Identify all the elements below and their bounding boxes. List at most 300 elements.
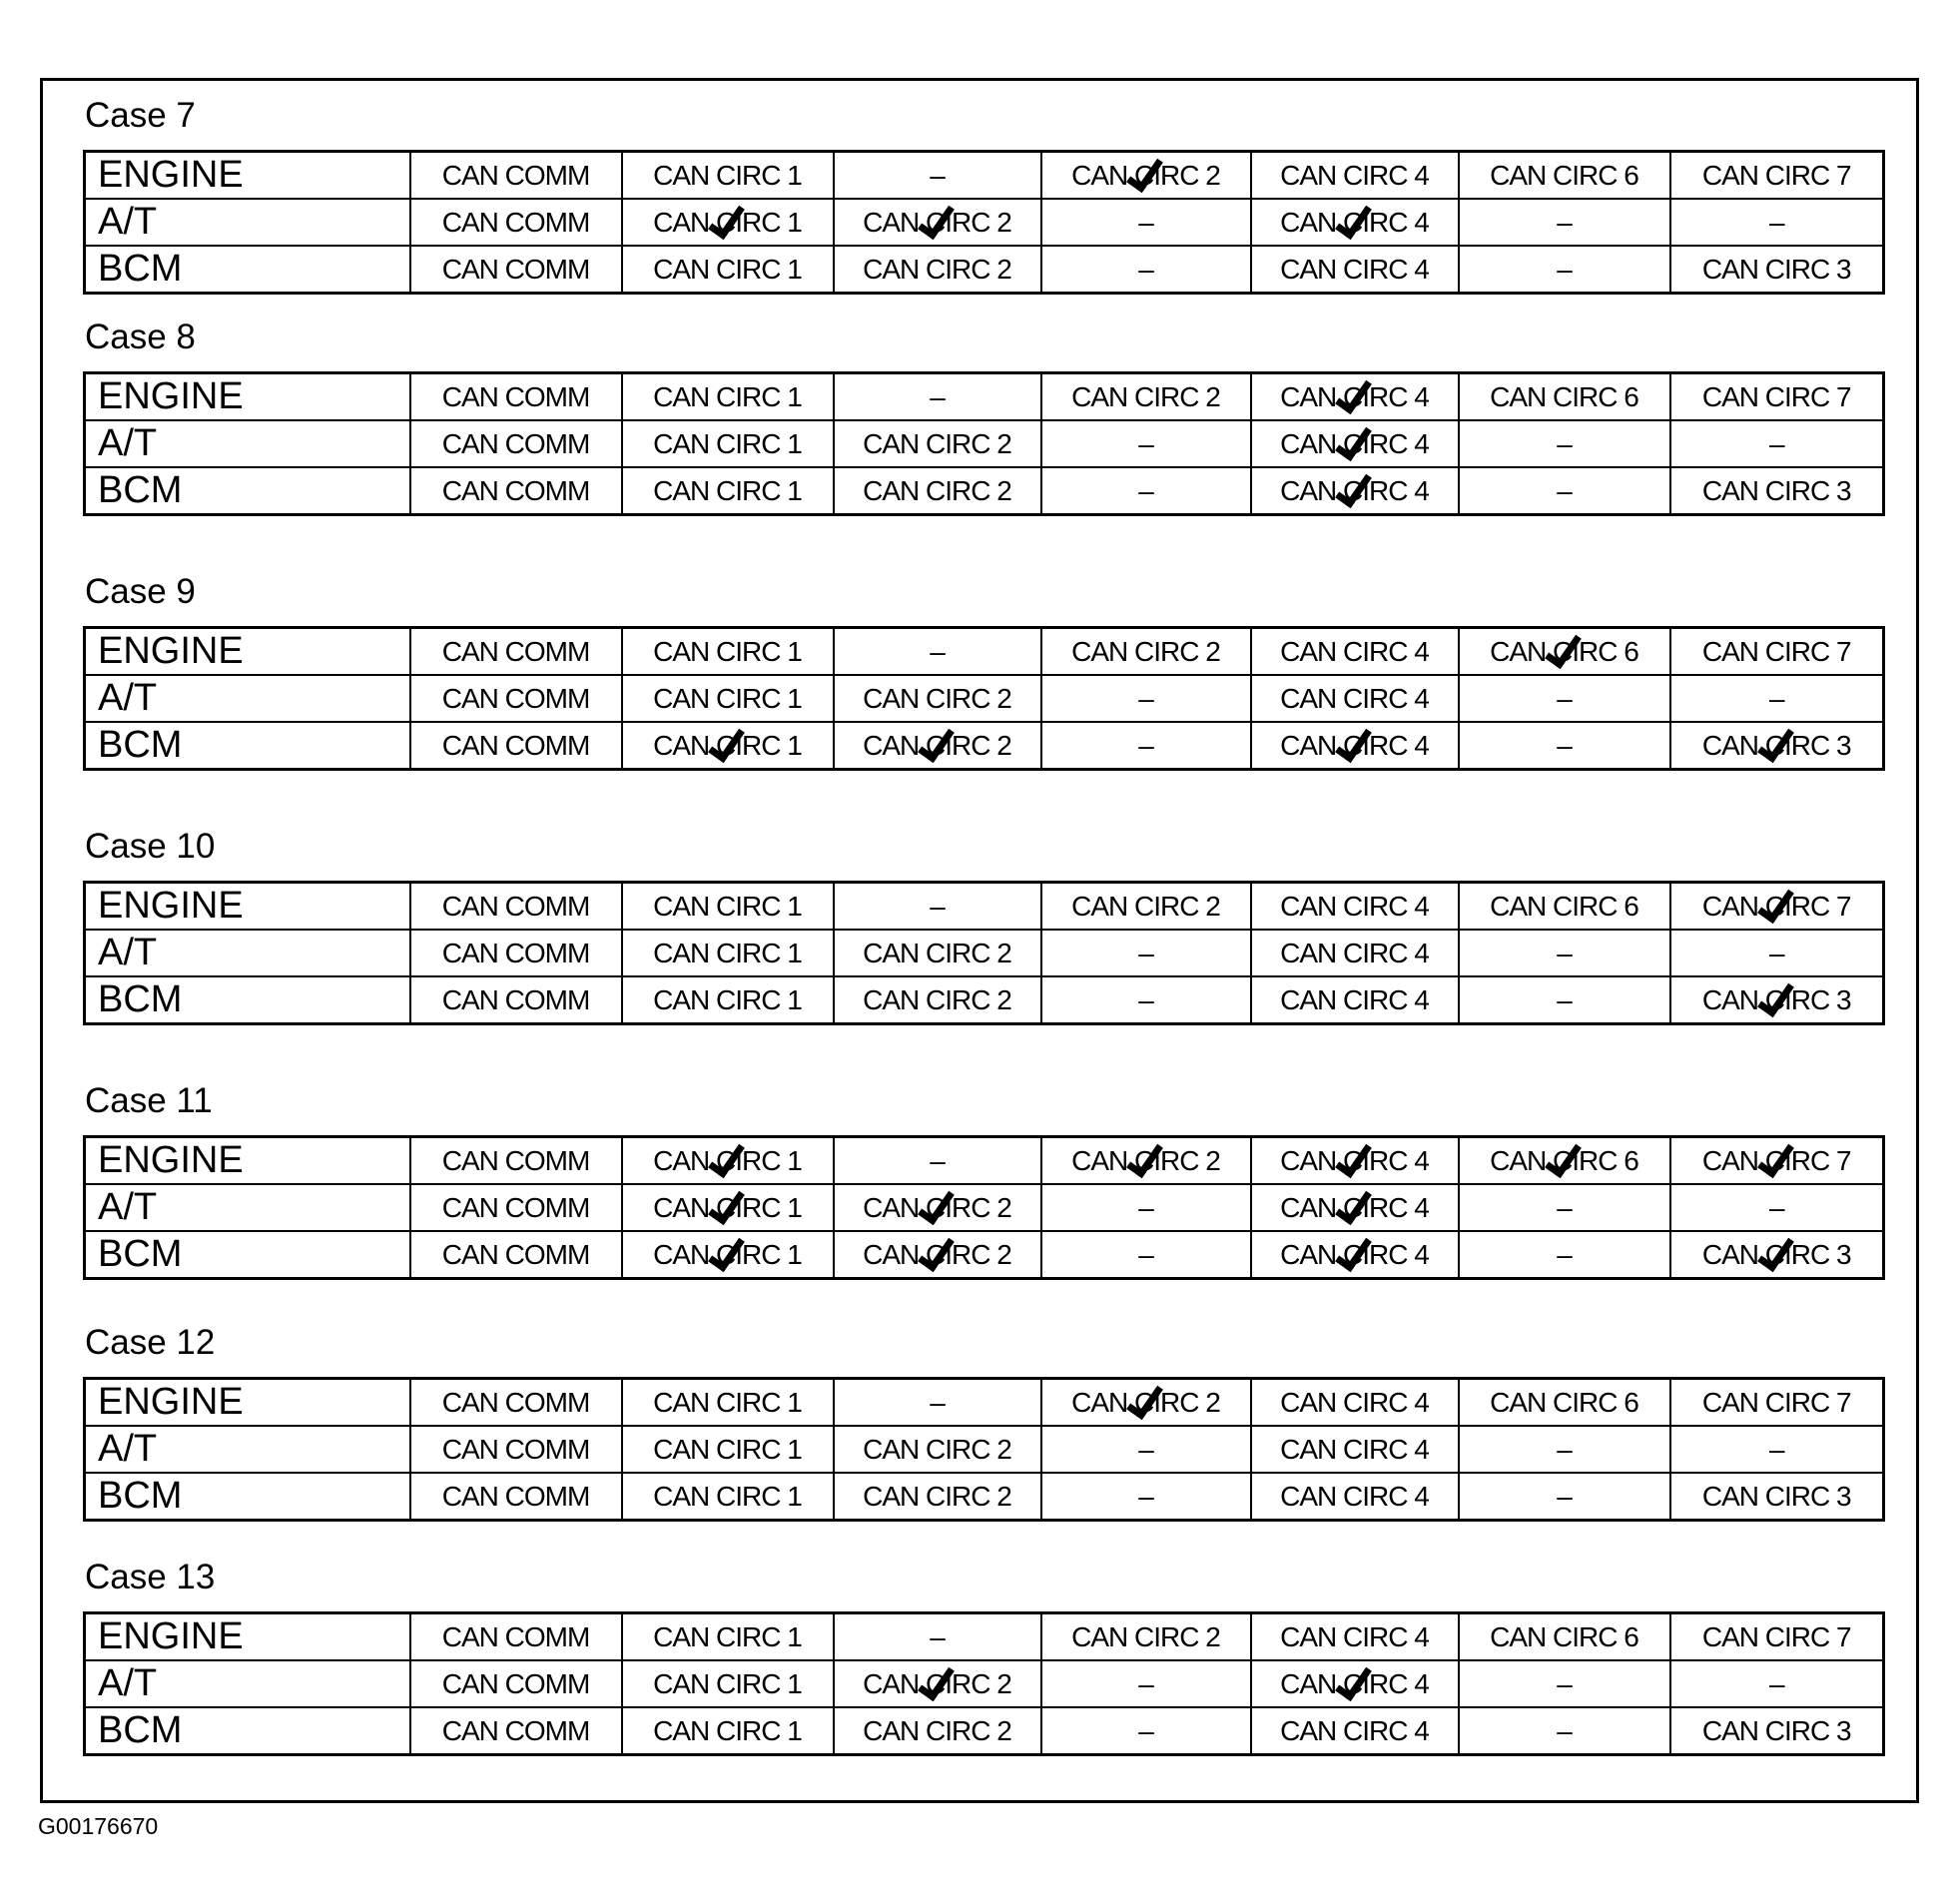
circuit-label: CAN CIRC 1 [653, 890, 802, 922]
circuit-label: CAN CIRC 4 [1280, 937, 1429, 968]
table-cell [410, 722, 622, 770]
checked-circuit-label: CAN CIRC 1 [653, 1238, 802, 1270]
circuit-label: CAN COMM [441, 1238, 590, 1270]
table-cell [1251, 1426, 1459, 1473]
table-cell [622, 1137, 834, 1185]
table-cell [1459, 467, 1670, 515]
table-cell [622, 722, 834, 770]
circuit-label: – [930, 159, 945, 191]
circuit-label: CAN CIRC 4 [1280, 253, 1429, 285]
table-row [85, 722, 1884, 770]
module-label: A/T [85, 1184, 410, 1231]
checked-circuit-label: CAN CIRC 4 [1280, 380, 1429, 412]
table-cell [410, 1379, 622, 1427]
table-cell [1459, 1660, 1670, 1707]
circuit-label: CAN CIRC 6 [1490, 380, 1638, 412]
circuit-label: CAN COMM [441, 159, 590, 191]
circuit-label: – [1138, 1238, 1153, 1270]
module-label: ENGINE [85, 373, 410, 421]
table-cell [1251, 1231, 1459, 1279]
table-cell [1459, 199, 1670, 246]
case-title: Case 10 [85, 827, 216, 866]
checked-circuit-label: CAN CIRC 3 [1701, 729, 1851, 761]
circuit-label: – [1138, 937, 1153, 968]
table-cell [1459, 1473, 1670, 1521]
table-cell [1670, 1426, 1884, 1473]
circuit-label: CAN CIRC 7 [1701, 159, 1851, 191]
checked-circuit-label: CAN CIRC 1 [653, 206, 802, 238]
module-label: A/T [85, 1426, 410, 1473]
case-table [83, 371, 1885, 516]
table-cell [1251, 420, 1459, 467]
circuit-label: CAN COMM [441, 1620, 590, 1652]
table-cell [1459, 1613, 1670, 1661]
circuit-label: CAN CIRC 2 [1071, 380, 1220, 412]
module-label: A/T [85, 930, 410, 976]
circuit-label: – [1557, 1480, 1572, 1512]
table-cell [1041, 675, 1251, 722]
table-cell [622, 1184, 834, 1231]
table-cell [1041, 1473, 1251, 1521]
table-row [85, 1426, 1884, 1473]
circuit-label: – [930, 635, 945, 667]
table-cell [1459, 246, 1670, 294]
table-cell [622, 373, 834, 421]
module-label: ENGINE [85, 1613, 410, 1661]
circuit-label: – [1138, 682, 1153, 714]
checked-circuit-label: CAN CIRC 2 [1071, 1144, 1220, 1176]
table-cell [1251, 373, 1459, 421]
module-label: ENGINE [85, 1379, 410, 1427]
table-cell [834, 1707, 1041, 1755]
circuit-label: CAN COMM [441, 890, 590, 922]
table-cell [834, 199, 1041, 246]
table-cell [410, 373, 622, 421]
checked-circuit-label: CAN CIRC 7 [1701, 1144, 1851, 1176]
table-cell [1670, 930, 1884, 976]
checked-circuit-label: CAN CIRC 2 [863, 1667, 1011, 1699]
checked-circuit-label: CAN CIRC 4 [1280, 1238, 1429, 1270]
table-cell [834, 1473, 1041, 1521]
table-cell [834, 976, 1041, 1024]
circuit-label: CAN CIRC 1 [653, 1620, 802, 1652]
circuit-label: CAN COMM [441, 206, 590, 238]
checked-circuit-label: CAN CIRC 3 [1701, 983, 1851, 1015]
table-row [85, 152, 1884, 200]
circuit-label: – [930, 890, 945, 922]
circuit-label: – [1557, 1191, 1572, 1223]
circuit-label: CAN CIRC 1 [653, 1433, 802, 1465]
circuit-label: – [1138, 729, 1153, 761]
circuit-label: CAN CIRC 3 [1701, 474, 1851, 506]
circuit-label: – [1557, 474, 1572, 506]
table-cell [410, 1707, 622, 1755]
case-title: Case 12 [85, 1323, 216, 1362]
table-row [85, 883, 1884, 931]
table-cell [1670, 373, 1884, 421]
circuit-label: – [1768, 1433, 1784, 1465]
circuit-label: CAN CIRC 4 [1280, 1386, 1429, 1418]
table-cell [1670, 1184, 1884, 1231]
table-cell [1041, 373, 1251, 421]
circuit-label: CAN COMM [441, 682, 590, 714]
table-cell [834, 722, 1041, 770]
checked-circuit-label: CAN CIRC 1 [653, 729, 802, 761]
table-cell [1041, 1660, 1251, 1707]
case-table [83, 881, 1885, 1025]
circuit-label: CAN CIRC 1 [653, 635, 802, 667]
table-cell [1670, 1613, 1884, 1661]
checked-circuit-label: CAN CIRC 4 [1280, 729, 1429, 761]
circuit-label: CAN COMM [441, 427, 590, 459]
table-cell [1670, 883, 1884, 931]
table-cell [1041, 628, 1251, 676]
module-label: BCM [85, 722, 410, 770]
table-cell [1459, 628, 1670, 676]
circuit-label: – [1557, 206, 1572, 238]
table-cell [1670, 1231, 1884, 1279]
checked-circuit-label: CAN CIRC 4 [1280, 427, 1429, 459]
circuit-label: CAN CIRC 1 [653, 380, 802, 412]
circuit-label: CAN CIRC 4 [1280, 1433, 1429, 1465]
circuit-label: – [1768, 1191, 1784, 1223]
module-label: A/T [85, 420, 410, 467]
table-cell [1041, 199, 1251, 246]
circuit-label: CAN CIRC 1 [653, 682, 802, 714]
table-cell [410, 1613, 622, 1661]
table-cell [1670, 976, 1884, 1024]
case-table [83, 1377, 1885, 1522]
table-cell [1041, 246, 1251, 294]
table-cell [410, 152, 622, 200]
circuit-label: – [1138, 983, 1153, 1015]
table-cell [622, 1379, 834, 1427]
table-cell [622, 1707, 834, 1755]
table-row [85, 199, 1884, 246]
table-cell [1041, 1707, 1251, 1755]
circuit-label: CAN COMM [441, 983, 590, 1015]
table-cell [1251, 1707, 1459, 1755]
checked-circuit-label: CAN CIRC 4 [1280, 1667, 1429, 1699]
checked-circuit-label: CAN CIRC 6 [1490, 1144, 1638, 1176]
diagram-frame [40, 78, 1919, 1803]
circuit-label: CAN CIRC 7 [1701, 635, 1851, 667]
table-cell [1459, 1231, 1670, 1279]
circuit-label: – [1557, 937, 1572, 968]
table-cell [1041, 1426, 1251, 1473]
table-cell [1041, 883, 1251, 931]
circuit-label: – [1138, 1714, 1153, 1746]
circuit-label: CAN CIRC 2 [1071, 890, 1220, 922]
table-cell [834, 420, 1041, 467]
table-row [85, 1137, 1884, 1185]
checked-circuit-label: CAN CIRC 2 [863, 206, 1011, 238]
table-cell [1670, 1707, 1884, 1755]
table-cell [1251, 976, 1459, 1024]
checked-circuit-label: CAN CIRC 2 [863, 729, 1011, 761]
circuit-label: – [1557, 729, 1572, 761]
case-title: Case 13 [85, 1558, 216, 1596]
table-cell [834, 883, 1041, 931]
checked-circuit-label: CAN CIRC 1 [653, 1191, 802, 1223]
table-row [85, 1379, 1884, 1427]
circuit-label: – [1768, 937, 1784, 968]
table-cell [410, 1184, 622, 1231]
table-cell [1041, 467, 1251, 515]
case-title: Case 9 [85, 572, 196, 611]
circuit-label: CAN COMM [441, 253, 590, 285]
circuit-label: CAN CIRC 6 [1490, 1620, 1638, 1652]
checked-circuit-label: CAN CIRC 2 [1071, 159, 1220, 191]
case-table [83, 150, 1885, 295]
circuit-label: CAN CIRC 2 [863, 474, 1011, 506]
table-cell [834, 1137, 1041, 1185]
circuit-label: CAN COMM [441, 1191, 590, 1223]
checked-circuit-label: CAN CIRC 1 [653, 1144, 802, 1176]
table-cell [1251, 628, 1459, 676]
module-label: BCM [85, 1231, 410, 1279]
table-cell [1251, 883, 1459, 931]
table-row [85, 675, 1884, 722]
circuit-label: CAN COMM [441, 1386, 590, 1418]
circuit-label: CAN COMM [441, 1480, 590, 1512]
table-cell [410, 1426, 622, 1473]
module-label: BCM [85, 1707, 410, 1755]
circuit-label: – [1557, 253, 1572, 285]
table-cell [622, 675, 834, 722]
checked-circuit-label: CAN CIRC 2 [1071, 1386, 1220, 1418]
table-row [85, 628, 1884, 676]
module-label: ENGINE [85, 628, 410, 676]
case-title: Case 7 [85, 96, 196, 135]
circuit-label: CAN COMM [441, 729, 590, 761]
table-cell [1459, 722, 1670, 770]
table-cell [622, 883, 834, 931]
table-cell [622, 976, 834, 1024]
circuit-label: CAN CIRC 2 [863, 253, 1011, 285]
circuit-label: CAN CIRC 1 [653, 983, 802, 1015]
circuit-label: CAN CIRC 6 [1490, 1386, 1638, 1418]
table-cell [410, 1473, 622, 1521]
checked-circuit-label: CAN CIRC 3 [1701, 1238, 1851, 1270]
table-cell [410, 628, 622, 676]
circuit-label: – [1138, 1667, 1153, 1699]
circuit-label: CAN COMM [441, 937, 590, 968]
table-cell [410, 883, 622, 931]
circuit-label: – [1768, 1667, 1784, 1699]
table-cell [622, 1473, 834, 1521]
table-cell [622, 930, 834, 976]
circuit-label: – [1768, 427, 1784, 459]
table-cell [1459, 1137, 1670, 1185]
circuit-label: CAN CIRC 1 [653, 474, 802, 506]
table-cell [622, 1231, 834, 1279]
table-cell [834, 1184, 1041, 1231]
table-cell [1251, 1660, 1459, 1707]
table-row [85, 1184, 1884, 1231]
table-cell [1041, 1379, 1251, 1427]
table-row [85, 420, 1884, 467]
circuit-label: CAN CIRC 4 [1280, 890, 1429, 922]
case-title: Case 11 [85, 1081, 213, 1120]
table-cell [1459, 1379, 1670, 1427]
table-cell [1670, 628, 1884, 676]
table-cell [622, 628, 834, 676]
circuit-label: CAN CIRC 6 [1490, 890, 1638, 922]
table-cell [410, 1137, 622, 1185]
table-cell [1670, 722, 1884, 770]
table-cell [1041, 1137, 1251, 1185]
table-cell [1670, 1660, 1884, 1707]
circuit-label: CAN CIRC 4 [1280, 1480, 1429, 1512]
table-cell [834, 930, 1041, 976]
module-label: BCM [85, 976, 410, 1024]
circuit-label: – [1138, 1480, 1153, 1512]
table-cell [1041, 722, 1251, 770]
circuit-label: CAN CIRC 4 [1280, 983, 1429, 1015]
circuit-label: CAN CIRC 4 [1280, 1714, 1429, 1746]
circuit-label: – [1557, 1714, 1572, 1746]
table-cell [1251, 199, 1459, 246]
table-row [85, 1707, 1884, 1755]
circuit-label: CAN CIRC 1 [653, 937, 802, 968]
circuit-label: CAN CIRC 2 [863, 983, 1011, 1015]
table-cell [834, 1379, 1041, 1427]
circuit-label: – [1138, 1191, 1153, 1223]
table-cell [1041, 1184, 1251, 1231]
circuit-label: CAN COMM [441, 474, 590, 506]
circuit-label: CAN CIRC 7 [1701, 1386, 1851, 1418]
module-label: A/T [85, 675, 410, 722]
checked-circuit-label: CAN CIRC 4 [1280, 1191, 1429, 1223]
table-cell [1670, 246, 1884, 294]
circuit-label: – [1138, 206, 1153, 238]
table-cell [1251, 930, 1459, 976]
table-row [85, 1473, 1884, 1521]
module-label: ENGINE [85, 883, 410, 931]
table-cell [1251, 246, 1459, 294]
table-cell [1041, 420, 1251, 467]
table-cell [410, 246, 622, 294]
circuit-label: CAN CIRC 1 [653, 1386, 802, 1418]
circuit-label: – [1138, 1433, 1153, 1465]
table-cell [834, 628, 1041, 676]
table-cell [1670, 420, 1884, 467]
circuit-label: – [1557, 682, 1572, 714]
table-cell [1041, 1231, 1251, 1279]
circuit-label: CAN CIRC 1 [653, 1667, 802, 1699]
table-cell [622, 152, 834, 200]
circuit-label: CAN COMM [441, 1667, 590, 1699]
circuit-label: CAN COMM [441, 380, 590, 412]
table-cell [410, 420, 622, 467]
circuit-label: CAN COMM [441, 1714, 590, 1746]
circuit-label: – [1768, 682, 1784, 714]
circuit-label: CAN CIRC 3 [1701, 1480, 1851, 1512]
figure-id: G00176670 [38, 1813, 159, 1839]
table-cell [1251, 1137, 1459, 1185]
circuit-label: CAN COMM [441, 1433, 590, 1465]
table-cell [1459, 1426, 1670, 1473]
circuit-label: CAN CIRC 2 [863, 1480, 1011, 1512]
table-cell [834, 1660, 1041, 1707]
circuit-label: CAN COMM [441, 635, 590, 667]
circuit-label: CAN CIRC 7 [1701, 1620, 1851, 1652]
table-cell [1459, 420, 1670, 467]
case-table [83, 626, 1885, 771]
module-label: BCM [85, 246, 410, 294]
table-cell [622, 246, 834, 294]
table-cell [1459, 675, 1670, 722]
table-cell [1670, 199, 1884, 246]
table-cell [1041, 976, 1251, 1024]
circuit-label: CAN CIRC 2 [1071, 1620, 1220, 1652]
circuit-label: CAN CIRC 2 [863, 427, 1011, 459]
circuit-label: – [1557, 983, 1572, 1015]
table-cell [1041, 152, 1251, 200]
table-cell [1670, 467, 1884, 515]
checked-circuit-label: CAN CIRC 7 [1701, 890, 1851, 922]
table-cell [410, 930, 622, 976]
circuit-label: CAN CIRC 3 [1701, 253, 1851, 285]
table-cell [1459, 373, 1670, 421]
table-cell [410, 199, 622, 246]
circuit-label: – [1557, 427, 1572, 459]
table-cell [834, 246, 1041, 294]
circuit-label: CAN CIRC 2 [863, 937, 1011, 968]
table-cell [1459, 976, 1670, 1024]
case-table [83, 1135, 1885, 1280]
table-row [85, 930, 1884, 976]
table-cell [1041, 930, 1251, 976]
circuit-label: CAN CIRC 2 [1071, 635, 1220, 667]
table-cell [1251, 1613, 1459, 1661]
circuit-label: – [1138, 474, 1153, 506]
table-cell [834, 1426, 1041, 1473]
circuit-label: CAN CIRC 1 [653, 253, 802, 285]
circuit-label: CAN CIRC 3 [1701, 1714, 1851, 1746]
circuit-label: – [930, 1144, 945, 1176]
table-cell [410, 1231, 622, 1279]
checked-circuit-label: CAN CIRC 4 [1280, 1144, 1429, 1176]
circuit-label: – [1768, 206, 1784, 238]
table-cell [622, 467, 834, 515]
circuit-label: – [930, 1386, 945, 1418]
checked-circuit-label: CAN CIRC 2 [863, 1191, 1011, 1223]
table-cell [834, 152, 1041, 200]
circuit-label: CAN CIRC 4 [1280, 682, 1429, 714]
checked-circuit-label: CAN CIRC 6 [1490, 635, 1638, 667]
table-cell [1251, 152, 1459, 200]
table-row [85, 1660, 1884, 1707]
table-cell [1670, 1473, 1884, 1521]
table-row [85, 976, 1884, 1024]
table-cell [410, 467, 622, 515]
table-cell [1251, 467, 1459, 515]
table-cell [1251, 1184, 1459, 1231]
circuit-label: CAN CIRC 4 [1280, 1620, 1429, 1652]
circuit-label: – [1557, 1433, 1572, 1465]
module-label: BCM [85, 467, 410, 515]
checked-circuit-label: CAN CIRC 2 [863, 1238, 1011, 1270]
table-cell [622, 1426, 834, 1473]
module-label: BCM [85, 1473, 410, 1521]
table-cell [1251, 722, 1459, 770]
circuit-label: CAN COMM [441, 1144, 590, 1176]
table-cell [410, 675, 622, 722]
circuit-label: CAN CIRC 6 [1490, 159, 1638, 191]
checked-circuit-label: CAN CIRC 4 [1280, 474, 1429, 506]
